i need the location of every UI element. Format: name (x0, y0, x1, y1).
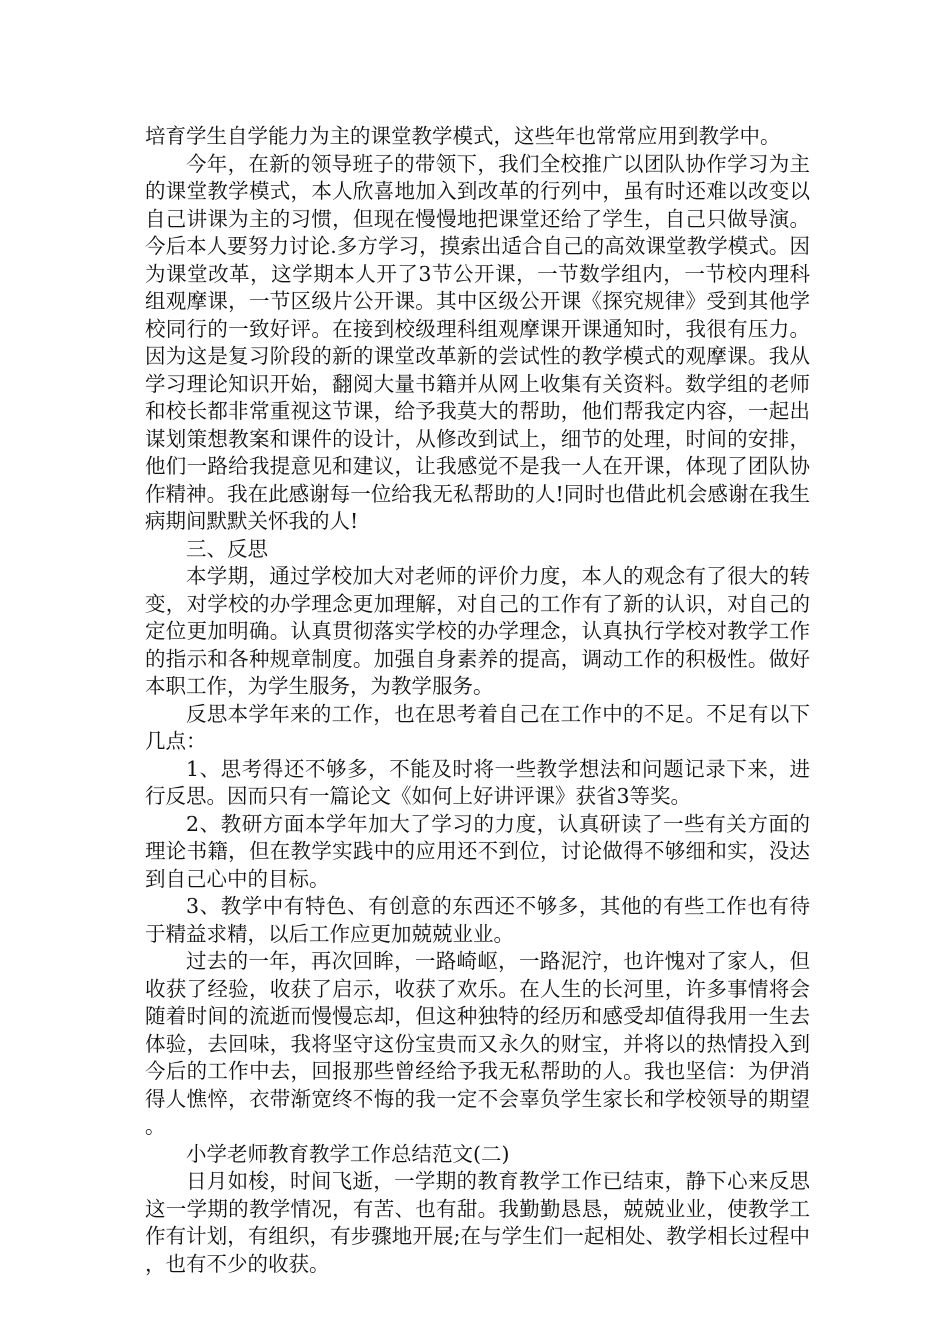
paragraph-reflection-intro: 本学期，通过学校加大对老师的评价力度，本人的观念有了很大的转变，对学校的办学理念更加理解，对自己的工作有了新的认识，对自己的定位更加明确。认真贯彻落实学校的办学理念，认真执行学校对教学工作的指示和各种规章制度。加强自身素养的提高，调动工作的积极性。做好本职工作，为学生服务，为教学服务。 (145, 564, 810, 698)
document-page (145, 123, 810, 1278)
list-item-shortcoming-3: 3、教学中有特色、有创意的东西还不够多，其他的有些工作也有待于精益求精，以后工作应更加兢兢业业。 (145, 894, 810, 946)
list-item-shortcoming-2: 2、教研方面本学年加大了学习的力度，认真研读了一些有关方面的理论书籍，但在教学实践中的应用还不到位，讨论做得不够细和实，没达到自己心中的目标。 (145, 811, 810, 891)
section-heading-reflection: 三、反思 (186, 536, 268, 561)
list-item-shortcoming-1: 1、思考得还不够多，不能及时将一些教学想法和问题记录下来，进行反思。因而只有一篇论文《如何上好讲评课》获省3等奖。 (145, 756, 810, 808)
paragraph-conclusion: 过去的一年，再次回眸，一路崎岖，一路泥泞，也许愧对了家人，但收获了经验，收获了启示，收获了欢乐。在人生的长河里，许多事情将会随着时间的流逝而慢慢忘却，但这种独特的经历和感受却值得我用一生去体验，去回味，我将坚守这份宝贵而又永久的财宝，并将以的热情投入到今后的工作中去，回报那些曾经给予我无私帮助的人。我也坚信：为伊消得人憔悴，衣带渐宽终不悔的我一定不会辜负学生家长和学校领导的期望。 (145, 949, 810, 1138)
paragraph-continuation: 培育学生自学能力为主的课堂教学模式，这些年也常常应用到教学中。 (145, 124, 781, 148)
paragraph-classroom-reform: 今年，在新的领导班子的带领下，我们全校推广以团队协作学习为主的课堂教学模式，本人欣喜地加入到改革的行列中，虽有时还难以改变以自己讲课为主的习惯，但现在慢慢地把课堂还给了学生，自己只做导演。今后本人要努力讨论.多方学习，摸索出适合自己的高效课堂教学模式。因为课堂改革，这学期本人开了3节公开课，一节数学组内，一节校内理科组观摩课，一节区级片公开课。其中区级公开课《探究规律》受到其他学校同行的一致好评。在接到校级理科组观摩课开课通知时，我很有压力。因为这是复习阶段的新的课堂改革新的尝试性的教学模式的观摩课。我从学习理论知识开始，翻阅大量书籍并从网上收集有关资料。数学组的老师和校长都非常重视这节课，给予我莫大的帮助，他们帮我定内容，一起出谋划策想教案和课件的设计，从修改到试上，细节的处理，时间的安排，他们一路给我提意见和建议，让我感觉不是我一人在开课，体现了团队协作精神。我在此感谢每一位给我无私帮助的人!同时也借此机会感谢在我生病期间默默关怀我的人! (145, 151, 810, 533)
paragraph-shortcomings-intro: 反思本学年来的工作，也在思考着自己在工作中的不足。不足有以下几点： (145, 701, 810, 753)
paragraph-part-two-intro: 日月如梭，时间飞逝，一学期的教育教学工作已结束，静下心来反思这一学期的教学情况，有苦、也有甜。我勤勤恳恳，兢兢业业，使教学工作有计划，有组织，有步骤地开展;在与学生们一起相处、教学相长过程中，也有不少的收获。 (145, 1169, 810, 1276)
article-title-part-two: 小学老师教育教学工作总结范文(二) (186, 1141, 510, 1166)
